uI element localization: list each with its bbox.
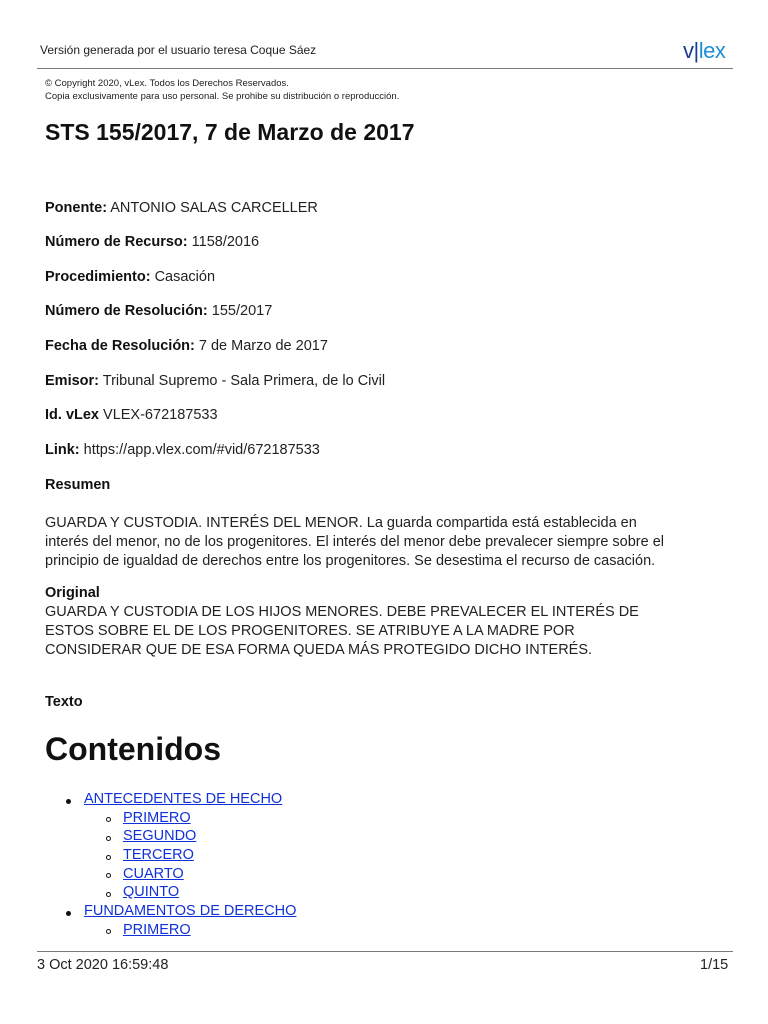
field-fecha-resolucion: Fecha de Resolución: 7 de Marzo de 2017 bbox=[45, 338, 328, 354]
header-divider bbox=[37, 68, 733, 69]
copyright-notice bbox=[45, 77, 399, 103]
page-number: 1/15 bbox=[700, 957, 729, 973]
original-heading: Original bbox=[45, 585, 100, 601]
resumen-heading: Resumen bbox=[45, 477, 111, 493]
document-title: STS 155/2017, 7 de Marzo de 2017 bbox=[45, 119, 415, 145]
field-procedimiento: Procedimiento: Casación bbox=[45, 269, 216, 285]
footer-timestamp: 3 Oct 2020 16:59:48 bbox=[37, 957, 169, 973]
toc-link-primero-fundamentos[interactable]: PRIMERO bbox=[123, 922, 191, 938]
toc-link-antecedentes[interactable]: ANTECEDENTES DE HECHO bbox=[84, 791, 283, 807]
footer-divider bbox=[37, 951, 733, 952]
toc-link-segundo[interactable]: SEGUNDO bbox=[123, 828, 197, 844]
copyright-usage-line: Copia exclusivamente para uso personal. Se prohibe su distribución o reproducción. bbox=[45, 91, 400, 102]
generated-by-text: Versión generada por el usuario teresa Coque Sáez bbox=[40, 43, 317, 57]
field-numero-resolucion: Número de Resolución: 155/2017 bbox=[45, 303, 273, 319]
field-link[interactable]: Link: https://app.vlex.com/#vid/672187533 bbox=[45, 442, 320, 458]
bullet-icon bbox=[66, 911, 71, 916]
bullet-icon bbox=[66, 799, 71, 804]
field-numero-recurso: Número de Recurso: 1158/2016 bbox=[45, 234, 260, 250]
copyright-line: © Copyright 2020, vLex. Todos los Derechos Reservados. bbox=[45, 78, 289, 89]
texto-heading: Texto bbox=[45, 694, 83, 710]
bullet-circle-icon bbox=[106, 855, 111, 860]
contents-title: Contenidos bbox=[45, 731, 221, 767]
toc-link-primero[interactable]: PRIMERO bbox=[123, 810, 191, 826]
bullet-circle-icon bbox=[106, 873, 111, 878]
bullet-circle-icon bbox=[106, 836, 111, 841]
vlex-logo[interactable]: v|lex bbox=[683, 38, 726, 63]
toc-link-tercero[interactable]: TERCERO bbox=[123, 847, 194, 863]
field-emisor: Emisor: Tribunal Supremo - Sala Primera, de lo Civil bbox=[45, 373, 386, 389]
bullet-circle-icon bbox=[106, 929, 111, 934]
field-id-vlex: Id. vLex VLEX-672187533 bbox=[45, 407, 218, 423]
toc-link-fundamentos[interactable]: FUNDAMENTOS DE DERECHO bbox=[84, 903, 297, 919]
bullet-circle-icon bbox=[106, 892, 111, 897]
toc-link-cuarto[interactable]: CUARTO bbox=[123, 866, 184, 882]
resumen-text: GUARDA Y CUSTODIA. INTERÉS DEL MENOR. La guarda compartida está establecida en interés del menor, no de los progenitores. El interés del menor debe prevalecer siempre sobre el principio de igualdad de derechos entre los progenitores. Se desestima el recurso de casación. bbox=[45, 515, 665, 569]
original-text: GUARDA Y CUSTODIA DE LOS HIJOS MENORES. DEBE PREVALECER EL INTERÉS DE ESTOS SOBRE EL DE LOS PROGENITORES. SE ATRIBUYE A LA MADRE POR CONSIDERAR QUE DE ESA FORMA QUEDA MÁS PROTEGIDO DICHO INTERÉS. bbox=[45, 604, 639, 658]
bullet-circle-icon bbox=[106, 817, 111, 822]
toc-link-quinto[interactable]: QUINTO bbox=[123, 884, 180, 900]
field-ponente: Ponente: ANTONIO SALAS CARCELLER bbox=[45, 200, 318, 216]
